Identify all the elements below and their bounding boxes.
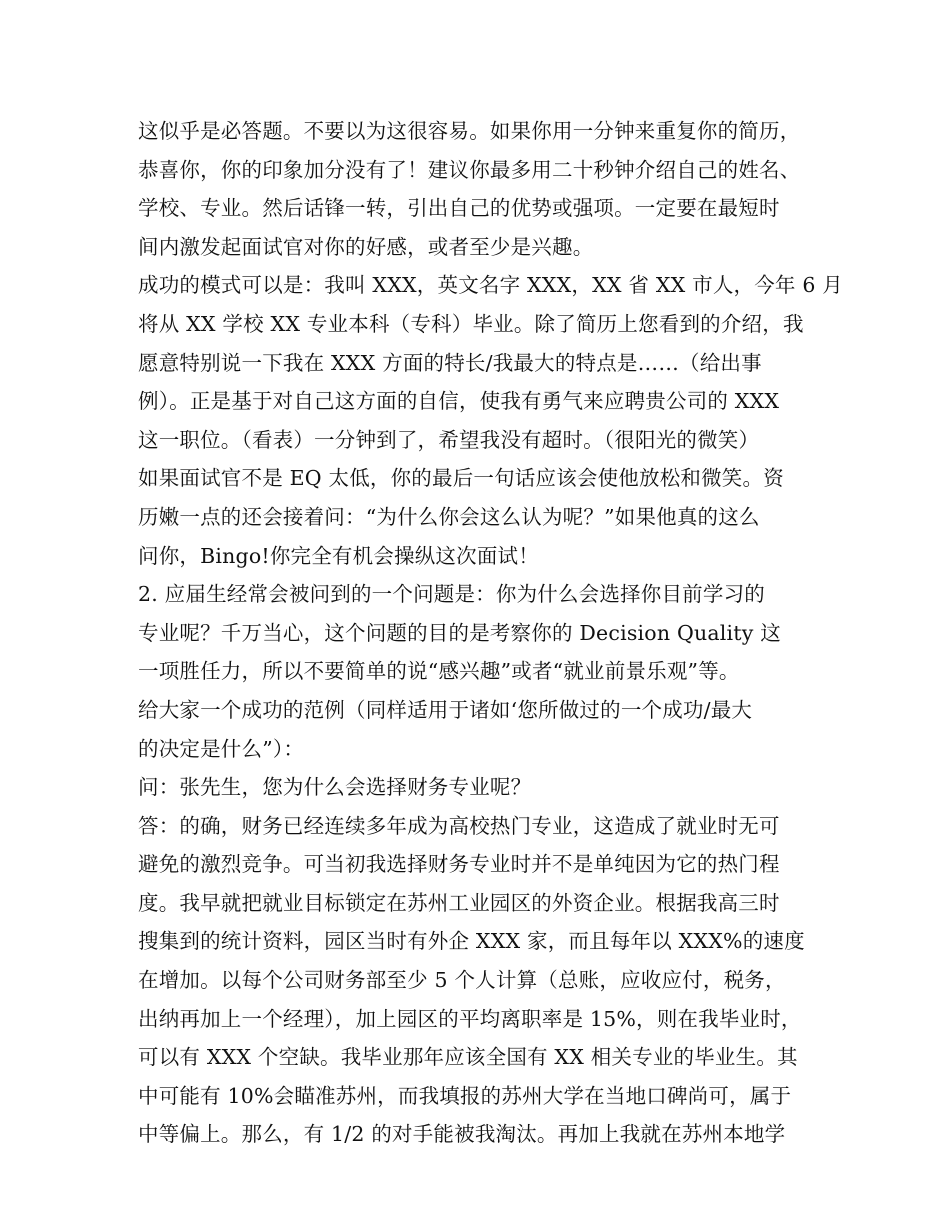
text-line: 问你，Bingo!你完全有机会操纵这次面试！ [138, 543, 539, 568]
text-line: 成功的模式可以是：我叫 XXX，英文名字 XXX，XX 省 XX 市人，今年 6 月 [138, 273, 843, 298]
text-line: 中等偏上。那么，有 1/2 的对手能被我淘汰。再加上我就在苏州本地学 [138, 1122, 786, 1147]
text-line: 学校、专业。然后话锋一转，引出自己的优势或强项。一定要在最短时 [138, 196, 780, 221]
text-line: 愿意特别说一下我在 XXX 方面的特长/我最大的特点是……（给出事 [138, 350, 762, 375]
text-line: 2. 应届生经常会被问到的一个问题是：你为什么会选择你目前学习的 [138, 582, 765, 607]
text-line: 搜集到的统计资料，园区当时有外企 XXX 家，而且每年以 XXX%的速度 [138, 929, 805, 954]
text-line: 在增加。以每个公司财务部至少 5 个人计算（总账，应收应付，税务， [138, 968, 786, 993]
text-line: 中可能有 10%会瞄准苏州，而我填报的苏州大学在当地口碑尚可，属于 [138, 1083, 792, 1108]
text-line: 恭喜你，你的印象加分没有了！建议你最多用二十秒钟介绍自己的姓名、 [138, 157, 801, 182]
text-line: 问：张先生，您为什么会选择财务专业呢？ [138, 775, 532, 800]
document-body [138, 112, 843, 1154]
text-line: 历嫩一点的还会接着问：“为什么你会这么认为呢？”如果他真的这么 [138, 504, 760, 529]
text-line: 一项胜任力，所以不要简单的说“感兴趣”或者“就业前景乐观”等。 [138, 659, 740, 684]
text-line: 给大家一个成功的范例（同样适用于诸如‘您所做过的一个成功/最大 [138, 697, 753, 722]
text-line: 避免的激烈竞争。可当初我选择财务专业时并不是单纯因为它的热门程 [138, 852, 780, 877]
text-line: 这一职位。（看表）一分钟到了，希望我没有超时。（很阳光的微笑） [138, 427, 760, 452]
text-line: 答：的确，财务已经连续多年成为高校热门专业，这造成了就业时无可 [138, 813, 780, 838]
text-line: 如果面试官不是 EQ 太低，你的最后一句话应该会使他放松和微笑。资 [138, 466, 784, 491]
text-line: 例）。正是基于对自己这方面的自信，使我有勇气来应聘贵公司的 XXX [138, 389, 780, 414]
text-line: 专业呢？千万当心，这个问题的目的是考察你的 Decision Quality 这 [138, 620, 781, 645]
text-line: 将从 XX 学校 XX 专业本科（专科）毕业。除了简历上您看到的介绍，我 [138, 311, 804, 336]
text-line: 这似乎是必答题。不要以为这很容易。如果你用一分钟来重复你的简历， [138, 119, 801, 143]
text-line: 可以有 XXX 个空缺。我毕业那年应该全国有 XX 相关专业的毕业生。其 [138, 1045, 798, 1070]
text-line: 出纳再加上一个经理），加上园区的平均离职率是 15%，则在我毕业时， [138, 1006, 802, 1031]
text-line: 的决定是什么”）： [138, 736, 305, 761]
text-line: 度。我早就把就业目标锁定在苏州工业园区的外资企业。根据我高三时 [138, 890, 780, 915]
text-line: 间内激发起面试官对你的好感，或者至少是兴趣。 [138, 234, 594, 259]
